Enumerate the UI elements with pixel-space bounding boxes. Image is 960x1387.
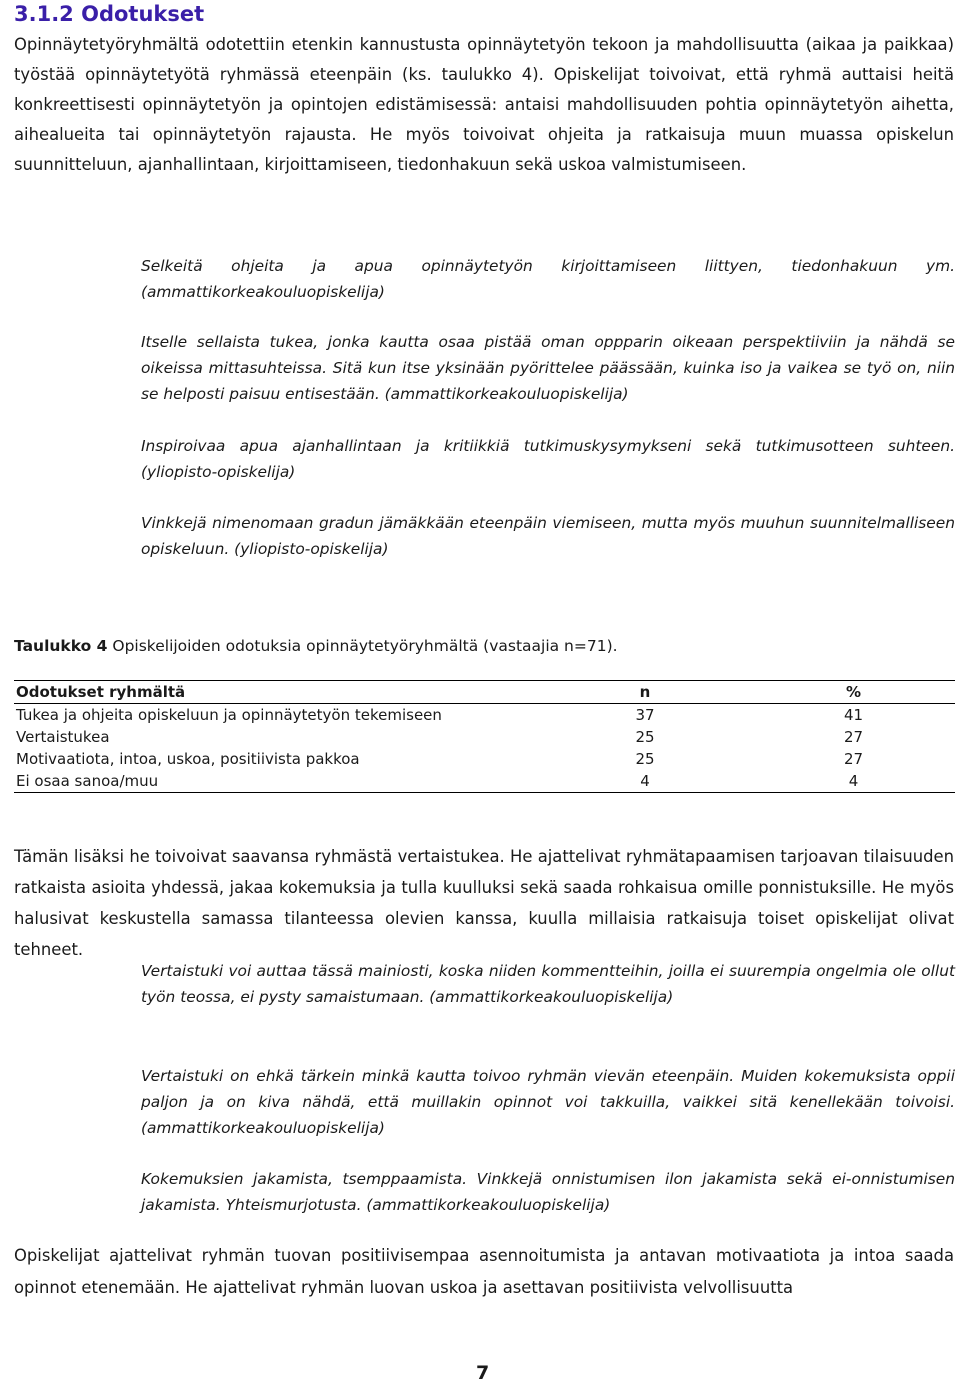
- column-header-percent: %: [752, 681, 955, 704]
- table-caption-label: Taulukko 4: [14, 637, 108, 655]
- table-row: [14, 748, 955, 770]
- table-cell-n: 25: [635, 750, 655, 768]
- table-cell-percent: 41: [843, 706, 864, 724]
- quote-block: Vertaistuki voi auttaa tässä mainiosti, koska niiden kommentteihin, joilla ei suurempia ongelmia ole ollut työn teossa, ei pysty samaistumaan. (ammattikorkeakouluopiskelija): [141, 962, 955, 1006]
- page-number: 7: [476, 1362, 490, 1384]
- quote-block: Vertaistuki on ehkä tärkein minkä kautta toivoo ryhmän vievän eteenpäin. Muiden kokemuksista oppii paljon ja on kiva nähdä, että muillakin opinnot voi takkuilla, vaikkei sitä kenellekään toivoisi. (ammattikorkeakouluopiskelija): [141, 1067, 955, 1137]
- quote-block: Vinkkejä nimenomaan gradun jämäkkään eteenpäin viemiseen, mutta myös muuhun suunnitelmalliseen opiskeluun. (yliopisto-opiskelija): [141, 514, 955, 558]
- table-cell-label: Ei osaa sanoa/muu: [14, 770, 538, 793]
- table-row: [14, 770, 955, 793]
- quote-block: Kokemuksien jakamista, tsemppaamista. Vinkkejä onnistumisen ilon jakamista sekä ei-onnistumisen jakamista. Yhteismurjotusta. (ammattikorkeakouluopiskelija): [141, 1170, 955, 1214]
- table-cell-percent: 4: [752, 770, 955, 793]
- table-cell-percent: 27: [843, 750, 864, 768]
- column-header-n: n: [538, 681, 752, 704]
- table-row: [14, 726, 955, 748]
- quote-block: Inspiroivaa apua ajanhallintaan ja kritiikkiä tutkimuskysymykseni sekä tutkimusotteen suhteen. (yliopisto-opiskelija): [141, 437, 955, 481]
- table-cell-label: Tukea ja ohjeita opiskeluun ja opinnäytetyön tekemiseen: [16, 706, 442, 724]
- expectations-table: [14, 680, 955, 793]
- table-cell-n: 25: [635, 728, 655, 746]
- column-header-expectations: Odotukset ryhmältä: [14, 681, 538, 704]
- table-cell-label: Vertaistukea: [16, 728, 110, 746]
- quote-block: Selkeitä ohjeita ja apua opinnäytetyön kirjoittamiseen liittyen, tiedonhakuun ym. (ammattikorkeakouluopiskelija): [141, 257, 955, 301]
- table-row: [14, 704, 955, 727]
- body-paragraph: Tämän lisäksi he toivoivat saavansa ryhmästä vertaistukea. He ajattelivat ryhmätapaamisen tarjoavan tilaisuuden ratkaista asioita yhdessä, jakaa kokemuksia ja tulla kuulluksi sekä saada rohkaisua omille ponnistuksille. He myös halusivat keskustella samassa tilanteessa olevien kanssa, kuulla millaisia ratkaisuja toiset opiskelijat olivat tehneet.: [14, 847, 954, 959]
- table-cell-n: 37: [635, 706, 655, 724]
- table-header-row: [14, 681, 955, 704]
- table-cell-n: 4: [538, 770, 752, 793]
- body-paragraph: Opinnäytetyöryhmältä odotettiin etenkin kannustusta opinnäytetyön tekoon ja mahdollisuutta (aikaa ja paikkaa) työstää opinnäytetyötä ryhmässä eteenpäin (ks. taulukko 4). Opiskelijat toivoivat, että ryhmä auttaisi heitä konkreettisesti opinnäytetyön ja opintojen edistämisessä: antaisi mahdollisuuden pohtia opinnäytetyön aihetta, aihealueita tai opinnäytetyön rajausta. He myös toivoivat ohjeita ja ratkaisuja muun muassa opiskelun suunnitteluun, ajanhallintaan, kirjoittamiseen, tiedonhakuun sekä uskoa valmistumiseen.: [14, 35, 954, 174]
- table-caption: [14, 634, 618, 658]
- table-caption-text: Opiskelijoiden odotuksia opinnäytetyöryhmältä (vastaajia n=71).: [107, 637, 618, 655]
- section-heading: 3.1.2 Odotukset: [14, 2, 205, 26]
- table-cell-label: Motivaatiota, intoa, uskoa, positiivista pakkoa: [16, 750, 360, 768]
- quote-block: Itselle sellaista tukea, jonka kautta osaa pistää oman oppparin oikeaan perspektiiviin ja nähdä se oikeissa mittasuhteissa. Sitä kun itse yksinään pyörittelee päässään, kuinka iso ja vaikea se työ on, niin se helposti paisuu entisestään. (ammattikorkeakouluopiskelija): [141, 333, 955, 403]
- body-paragraph: Opiskelijat ajattelivat ryhmän tuovan positiivisempaa asennoitumista ja antavan motivaatiota ja intoa saada opinnot etenemään. He ajattelivat ryhmän luovan uskoa ja asettavan positiivista velvollisuutta: [14, 1246, 954, 1297]
- table-cell-percent: 27: [843, 728, 864, 746]
